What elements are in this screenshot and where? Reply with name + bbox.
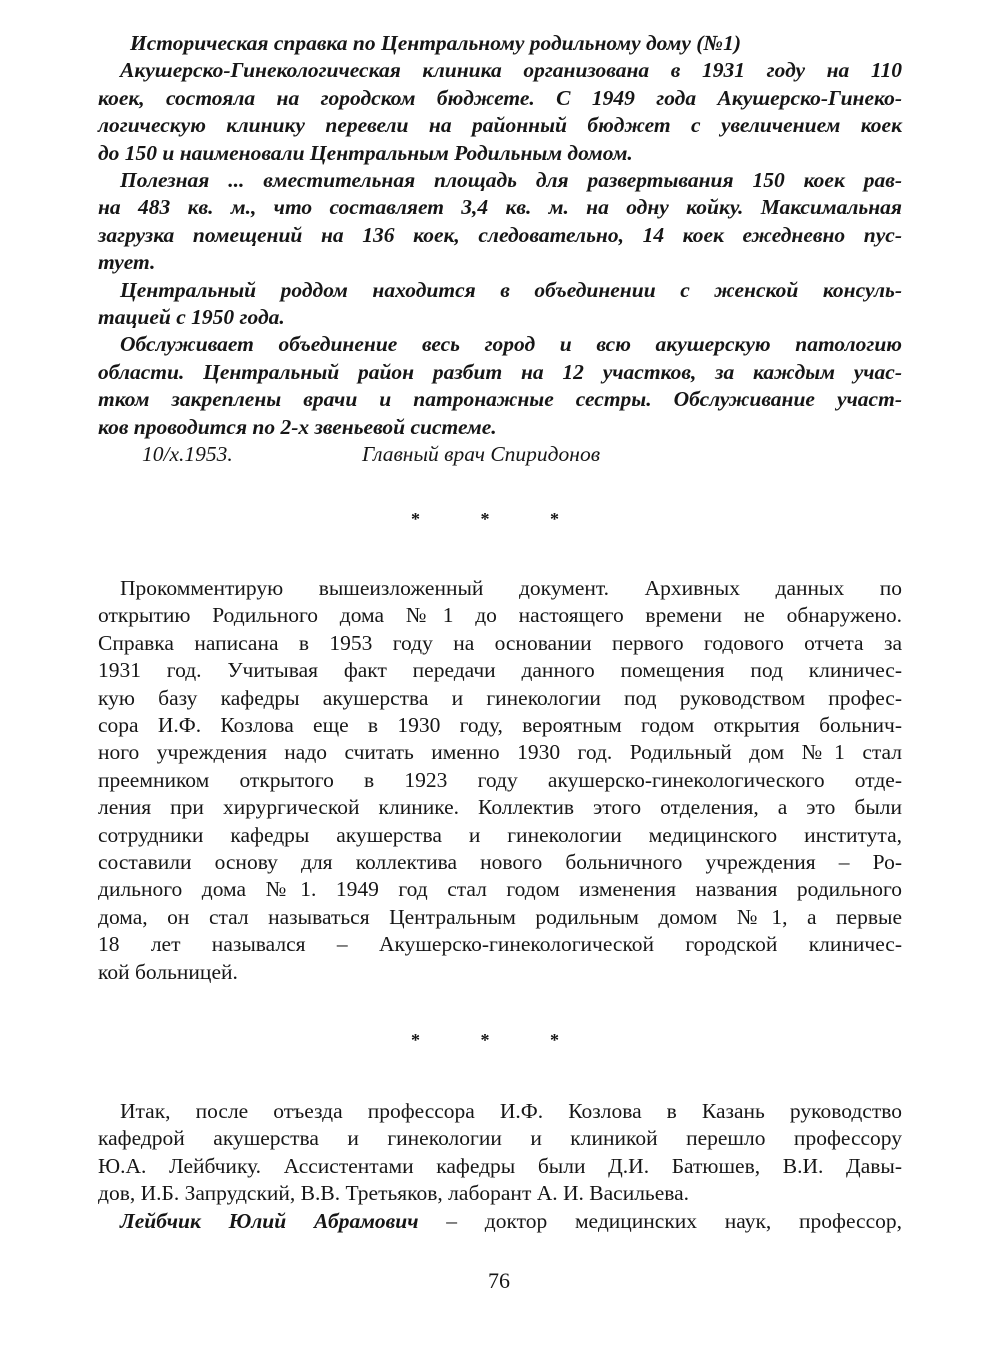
text-line: тует. xyxy=(98,250,156,275)
text-line: Обслуживает объединение весь город и всю акушерскую патологию xyxy=(120,332,902,357)
text-line: составили основу для коллектива нового больничного учреждения – Ро- xyxy=(98,850,902,875)
text-line: Центральный роддом находится в объединении с женской консуль- xyxy=(120,277,902,302)
text-line: тком закреплены врачи и патронажные сестры. Обслуживание участ- xyxy=(98,387,902,412)
document-date: 10/x.1953. xyxy=(142,442,233,467)
text-line: Прокомментирую вышеизложенный документ. Архивных данных по xyxy=(120,576,902,600)
text-line: тацией с 1950 года. xyxy=(98,305,285,330)
text-line: 18 лет назывался – Акушерско-гинекологической городской клиничес- xyxy=(98,932,902,957)
text-line: сотрудники кафедры акушерства и гинекологии медицинского института, xyxy=(98,822,902,847)
text-line: сора И.Ф. Козлова еще в 1930 году, вероятным годом открытия больнич- xyxy=(98,713,902,738)
text-line: на 483 кв. м., что составляет 3,4 кв. м. на одну койку. Максимальная xyxy=(98,195,902,220)
text-line: до 150 и наименовали Центральным Родильным домом. xyxy=(98,140,633,165)
document-signature: Главный врач Спиридонов xyxy=(362,442,601,467)
text-line: дильного дома №1. 1949 год стал годом изменения названия родильного xyxy=(98,877,902,902)
text-line: ного учреждения надо считать именно 1930 год. Родильный дом №1 стал xyxy=(98,740,902,765)
text-line: Ю.А. Лейбчику. Ассистентами кафедры были Д.И. Батюшев, В.И. Давы- xyxy=(98,1153,902,1178)
text-line: ков проводится по 2-х звеньевой системе. xyxy=(98,414,497,439)
text-line: 1931 год. Учитывая факт передачи данного помещения под клиничес- xyxy=(98,658,902,683)
document-title: Историческая справка по Центральному родильному дому (№1) xyxy=(130,31,741,55)
person-name: Лейбчик Юлий Абрамович xyxy=(120,1208,419,1233)
text-line: дов, И.Б. Запрудский, В.В. Третьяков, лаборант А. И. Васильева. xyxy=(98,1181,690,1206)
text-line: дома, он стал называться Центральным родильным домом №1, а первые xyxy=(98,904,902,929)
text-line: логическую клинику перевели на районный бюджет с увеличением коек xyxy=(98,113,902,138)
text-line: открытию Родильного дома №1 до настоящего времени не обнаружено. xyxy=(98,603,902,628)
text-line: ления при хирургической клинике. Коллектив этого отделения, а это были xyxy=(98,795,902,820)
text-line: Акушерско-Гинекологическая клиника организована в 1931 году на 110 xyxy=(120,58,902,83)
text-line: кую базу кафедры акушерства и гинекологии под руководством профес- xyxy=(98,685,902,710)
person-description: – доктор медицинских наук, профессор, xyxy=(418,1208,902,1233)
text-line: области. Центральный район разбит на 12 участков, за каждым учас- xyxy=(98,359,902,384)
text-line: Полезная ... вместительная площадь для развертывания 150 коек рав- xyxy=(120,168,902,193)
section-separator: * * * xyxy=(411,1030,587,1050)
commentary-paragraph xyxy=(98,575,902,986)
text-line: кафедрой акушерства и гинекологии и клиникой перешло профессору xyxy=(98,1126,902,1151)
text-line xyxy=(98,1208,902,1235)
closing-paragraph xyxy=(98,1098,902,1235)
document-footer xyxy=(98,441,902,468)
text-line: загрузка помещений на 136 коек, следовательно, 14 коек ежедневно пус- xyxy=(98,222,902,247)
historical-document xyxy=(98,30,902,469)
page-number: 76 xyxy=(488,1268,510,1293)
section-separator: * * * xyxy=(411,509,587,529)
text-line: Справка написана в 1953 году на основании первого годового отчета за xyxy=(98,630,902,655)
text-line: Итак, после отъезда профессора И.Ф. Козлова в Казань руководство xyxy=(120,1099,902,1123)
text-line: преемником открытого в 1923 году акушерско-гинекологического отде- xyxy=(98,767,902,792)
text-line: коек, состояла на городском бюджете. С 1949 года Акушерско-Гинеко- xyxy=(98,85,902,110)
text-line: кой больницей. xyxy=(98,959,238,984)
